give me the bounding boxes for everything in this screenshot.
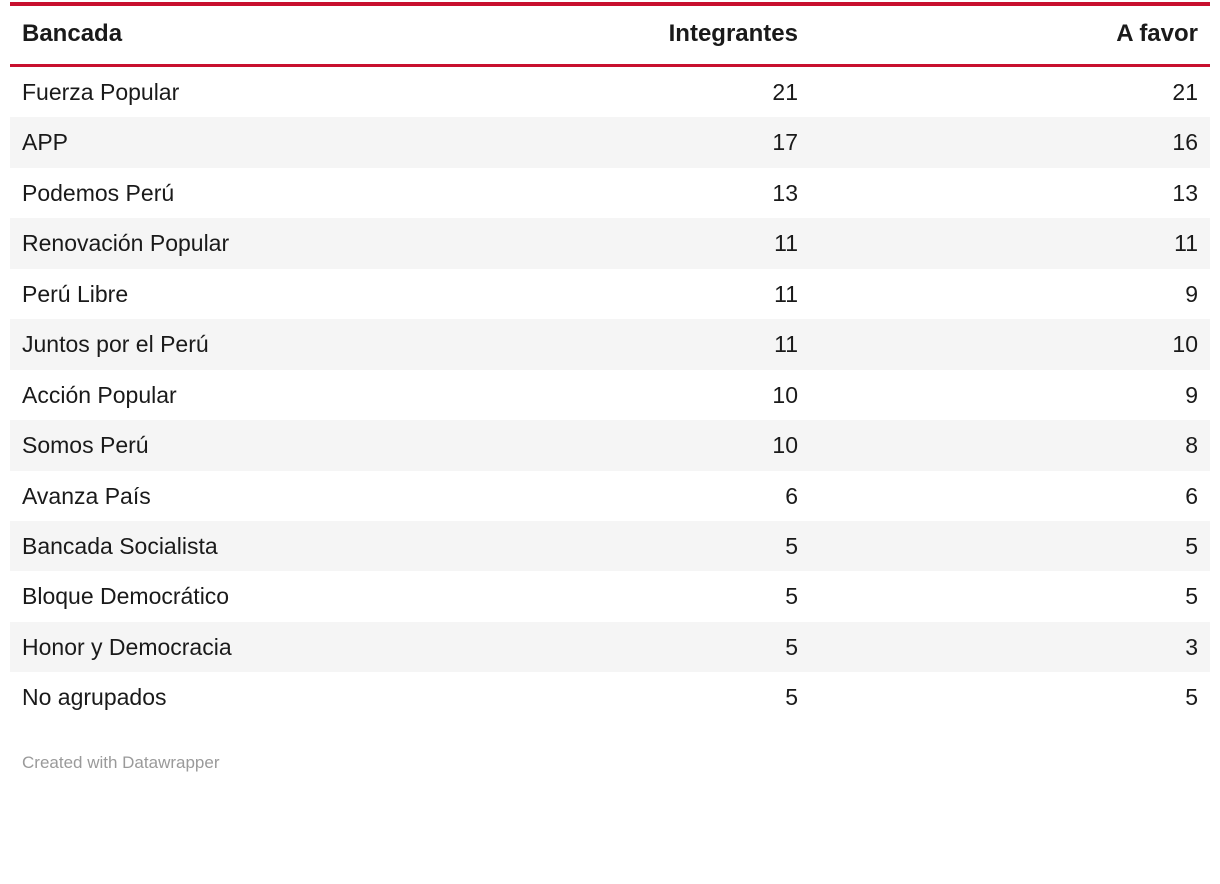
table-body xyxy=(10,66,1210,723)
cell-integrantes: 5 xyxy=(410,521,810,571)
cell-a-favor: 9 xyxy=(1185,280,1198,307)
cell-bancada: Bancada Socialista xyxy=(10,521,410,571)
table-row xyxy=(10,420,1210,470)
table-header-row xyxy=(10,6,1210,66)
cell-integrantes: 6 xyxy=(785,482,798,509)
cell-a-favor: 21 xyxy=(1172,79,1198,105)
cell-bancada: APP xyxy=(10,117,410,167)
cell-a-favor: 13 xyxy=(1172,179,1198,206)
table-row xyxy=(10,218,1210,268)
cell-a-favor: 11 xyxy=(810,218,1210,268)
cell-a-favor: 3 xyxy=(810,622,1210,672)
column-header-integrantes[interactable]: Integrantes xyxy=(410,6,810,66)
cell-integrantes: 11 xyxy=(774,280,798,307)
table-row xyxy=(10,521,1210,571)
cell-integrantes: 17 xyxy=(410,117,810,167)
datawrapper-credit[interactable]: Created with Datawrapper xyxy=(22,752,220,772)
table-row xyxy=(10,471,1210,521)
cell-integrantes: 5 xyxy=(410,622,810,672)
cell-a-favor: 5 xyxy=(1185,583,1198,610)
cell-a-favor: 5 xyxy=(810,521,1210,571)
cell-integrantes: 21 xyxy=(772,79,798,105)
cell-bancada: Fuerza Popular xyxy=(22,79,180,105)
cell-integrantes: 11 xyxy=(410,218,810,268)
cell-a-favor: 6 xyxy=(1185,482,1198,509)
cell-integrantes: 5 xyxy=(785,684,798,711)
cell-bancada: Perú Libre xyxy=(22,280,129,307)
cell-integrantes: 5 xyxy=(785,583,798,610)
cell-integrantes: 10 xyxy=(772,381,798,408)
table-row xyxy=(10,571,1210,621)
cell-bancada: Bloque Democrático xyxy=(22,583,230,610)
table-header xyxy=(10,0,1210,66)
column-header-bancada[interactable]: Bancada xyxy=(10,6,410,66)
table-row xyxy=(10,168,1210,218)
table-row xyxy=(10,672,1210,722)
cell-a-favor: 16 xyxy=(810,117,1210,167)
cell-a-favor: 5 xyxy=(1185,684,1198,711)
table-row xyxy=(10,269,1210,319)
bancadas-table xyxy=(10,0,1210,723)
cell-a-favor: 10 xyxy=(810,319,1210,369)
table-row xyxy=(10,66,1210,118)
cell-bancada: Honor y Democracia xyxy=(10,622,410,672)
cell-bancada: Somos Perú xyxy=(10,420,410,470)
cell-bancada: No agrupados xyxy=(22,684,167,711)
column-header-a-favor[interactable]: A favor xyxy=(810,6,1210,66)
cell-integrantes: 10 xyxy=(410,420,810,470)
cell-bancada: Podemos Perú xyxy=(22,179,175,206)
cell-bancada: Juntos por el Perú xyxy=(10,319,410,369)
cell-bancada: Renovación Popular xyxy=(10,218,410,268)
table-row xyxy=(10,370,1210,420)
table-row xyxy=(10,319,1210,369)
cell-a-favor: 9 xyxy=(1185,381,1198,408)
cell-bancada: Avanza País xyxy=(22,482,151,509)
cell-integrantes: 11 xyxy=(410,319,810,369)
table-row xyxy=(10,117,1210,167)
cell-a-favor: 8 xyxy=(810,420,1210,470)
cell-bancada: Acción Popular xyxy=(22,381,177,408)
table-row xyxy=(10,622,1210,672)
cell-integrantes: 13 xyxy=(772,179,798,206)
